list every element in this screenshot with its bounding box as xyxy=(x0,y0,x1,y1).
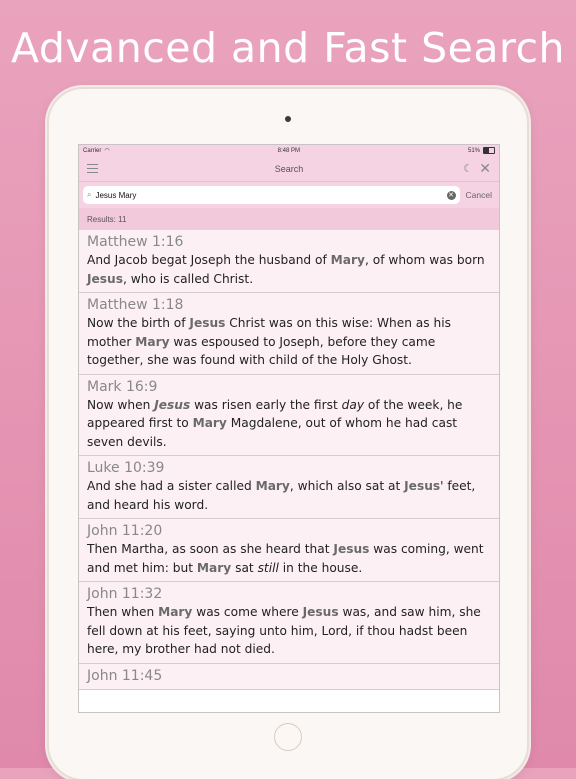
results-count: Results: 11 xyxy=(79,208,499,230)
highlighted-word: Mary xyxy=(135,334,170,349)
highlighted-word: Mary xyxy=(196,560,232,575)
nav-bar xyxy=(79,156,499,182)
wifi-icon: ◠ xyxy=(104,148,110,154)
highlighted-word: Mary xyxy=(192,416,227,430)
highlighted-word: Jesus xyxy=(302,605,339,619)
status-bar xyxy=(79,145,499,156)
highlighted-word: Jesus xyxy=(404,479,441,493)
battery-percent: 51% xyxy=(467,147,480,154)
highlighted-word: Jesus xyxy=(154,397,191,412)
highlighted-word: Jesus xyxy=(333,542,370,556)
search-icon: ⌕ xyxy=(87,190,92,199)
verse-reference: Mark 16:9 xyxy=(87,378,158,395)
verse-text xyxy=(87,396,491,452)
headline: Advanced and Fast Search xyxy=(11,24,565,72)
result-item[interactable] xyxy=(79,293,499,375)
verse-segment: Now the birth of xyxy=(87,316,190,330)
search-row xyxy=(79,182,499,208)
verse-segment: in the house. xyxy=(278,560,363,575)
ipad-frame xyxy=(49,89,527,779)
search-input[interactable] xyxy=(95,191,442,200)
highlighted-word: Mary xyxy=(330,253,365,267)
result-item[interactable] xyxy=(79,456,499,519)
verse-text xyxy=(87,540,491,577)
verse-reference: John 11:20 xyxy=(87,523,163,539)
app-screen xyxy=(78,144,500,713)
highlighted-word: Jesus xyxy=(87,271,123,286)
verse-segment: was espoused to Joseph, before they came together, she was found with child of the Holy Ghost. xyxy=(87,334,436,367)
battery-icon xyxy=(483,147,495,154)
result-item[interactable] xyxy=(79,375,499,457)
verse-segment: of the week, he appeared first to xyxy=(87,397,463,430)
verse-segment: Now when xyxy=(87,397,155,412)
highlighted-word: Mary xyxy=(158,605,193,619)
verse-segment: Then Martha, as soon as she heard that xyxy=(87,542,334,556)
search-box[interactable] xyxy=(83,186,460,204)
result-item[interactable] xyxy=(79,582,499,664)
highlighted-word: Mary xyxy=(255,479,290,493)
highlighted-word: day xyxy=(341,397,365,412)
verse-segment: Magdalene, out of whom he had cast seven devils. xyxy=(87,416,458,449)
clear-icon[interactable]: ✕ xyxy=(448,191,454,199)
verse-reference: John 11:32 xyxy=(87,586,163,602)
verse-text xyxy=(87,477,491,514)
verse-segment: And Jacob begat Joseph the husband of xyxy=(87,253,331,267)
menu-icon[interactable] xyxy=(87,164,98,173)
time-label: 8:48 PM xyxy=(277,147,300,154)
result-item[interactable] xyxy=(79,664,499,690)
verse-segment: , who is called Christ. xyxy=(123,271,254,286)
home-button[interactable] xyxy=(274,723,302,751)
verse-segment: , of whom was born xyxy=(364,253,485,267)
close-icon[interactable]: ✕ xyxy=(479,160,491,176)
verse-text xyxy=(87,251,491,288)
camera-dot xyxy=(285,116,291,122)
carrier-label: Carrier xyxy=(83,147,102,154)
verse-segment: was coming, went and met him: but xyxy=(87,542,484,575)
highlighted-word: still xyxy=(257,560,279,575)
verse-segment: Then when xyxy=(87,605,159,619)
verse-segment: , which also sat at xyxy=(289,479,405,493)
verse-segment: sat xyxy=(231,560,258,575)
result-item[interactable] xyxy=(79,230,499,293)
verse-segment: was come where xyxy=(192,605,303,619)
verse-segment: And she had a sister called xyxy=(87,479,256,493)
verse-text xyxy=(87,603,491,659)
verse-segment: Christ was on this wise: When as his mother xyxy=(87,316,451,349)
verse-reference: Matthew 1:16 xyxy=(87,234,184,250)
highlighted-word: Jesus xyxy=(189,316,226,330)
nav-title: Search xyxy=(274,163,304,174)
verse-segment: was, and saw him, she fell down at his feet, saying unto him, Lord, if thou hadst been here, my brother had not died. xyxy=(87,605,481,656)
verse-reference: Luke 10:39 xyxy=(87,460,165,476)
verse-segment: was risen early the first xyxy=(190,397,342,412)
verse-reference: Matthew 1:18 xyxy=(87,297,184,313)
cancel-button[interactable]: Cancel xyxy=(465,190,492,200)
verse-text xyxy=(87,314,491,370)
result-item[interactable] xyxy=(79,519,499,582)
night-mode-icon[interactable]: ☾ xyxy=(463,163,473,175)
verse-reference: John 11:45 xyxy=(87,667,163,684)
results-list xyxy=(79,230,499,690)
verse-segment: ' feet, and heard his word. xyxy=(87,479,476,512)
